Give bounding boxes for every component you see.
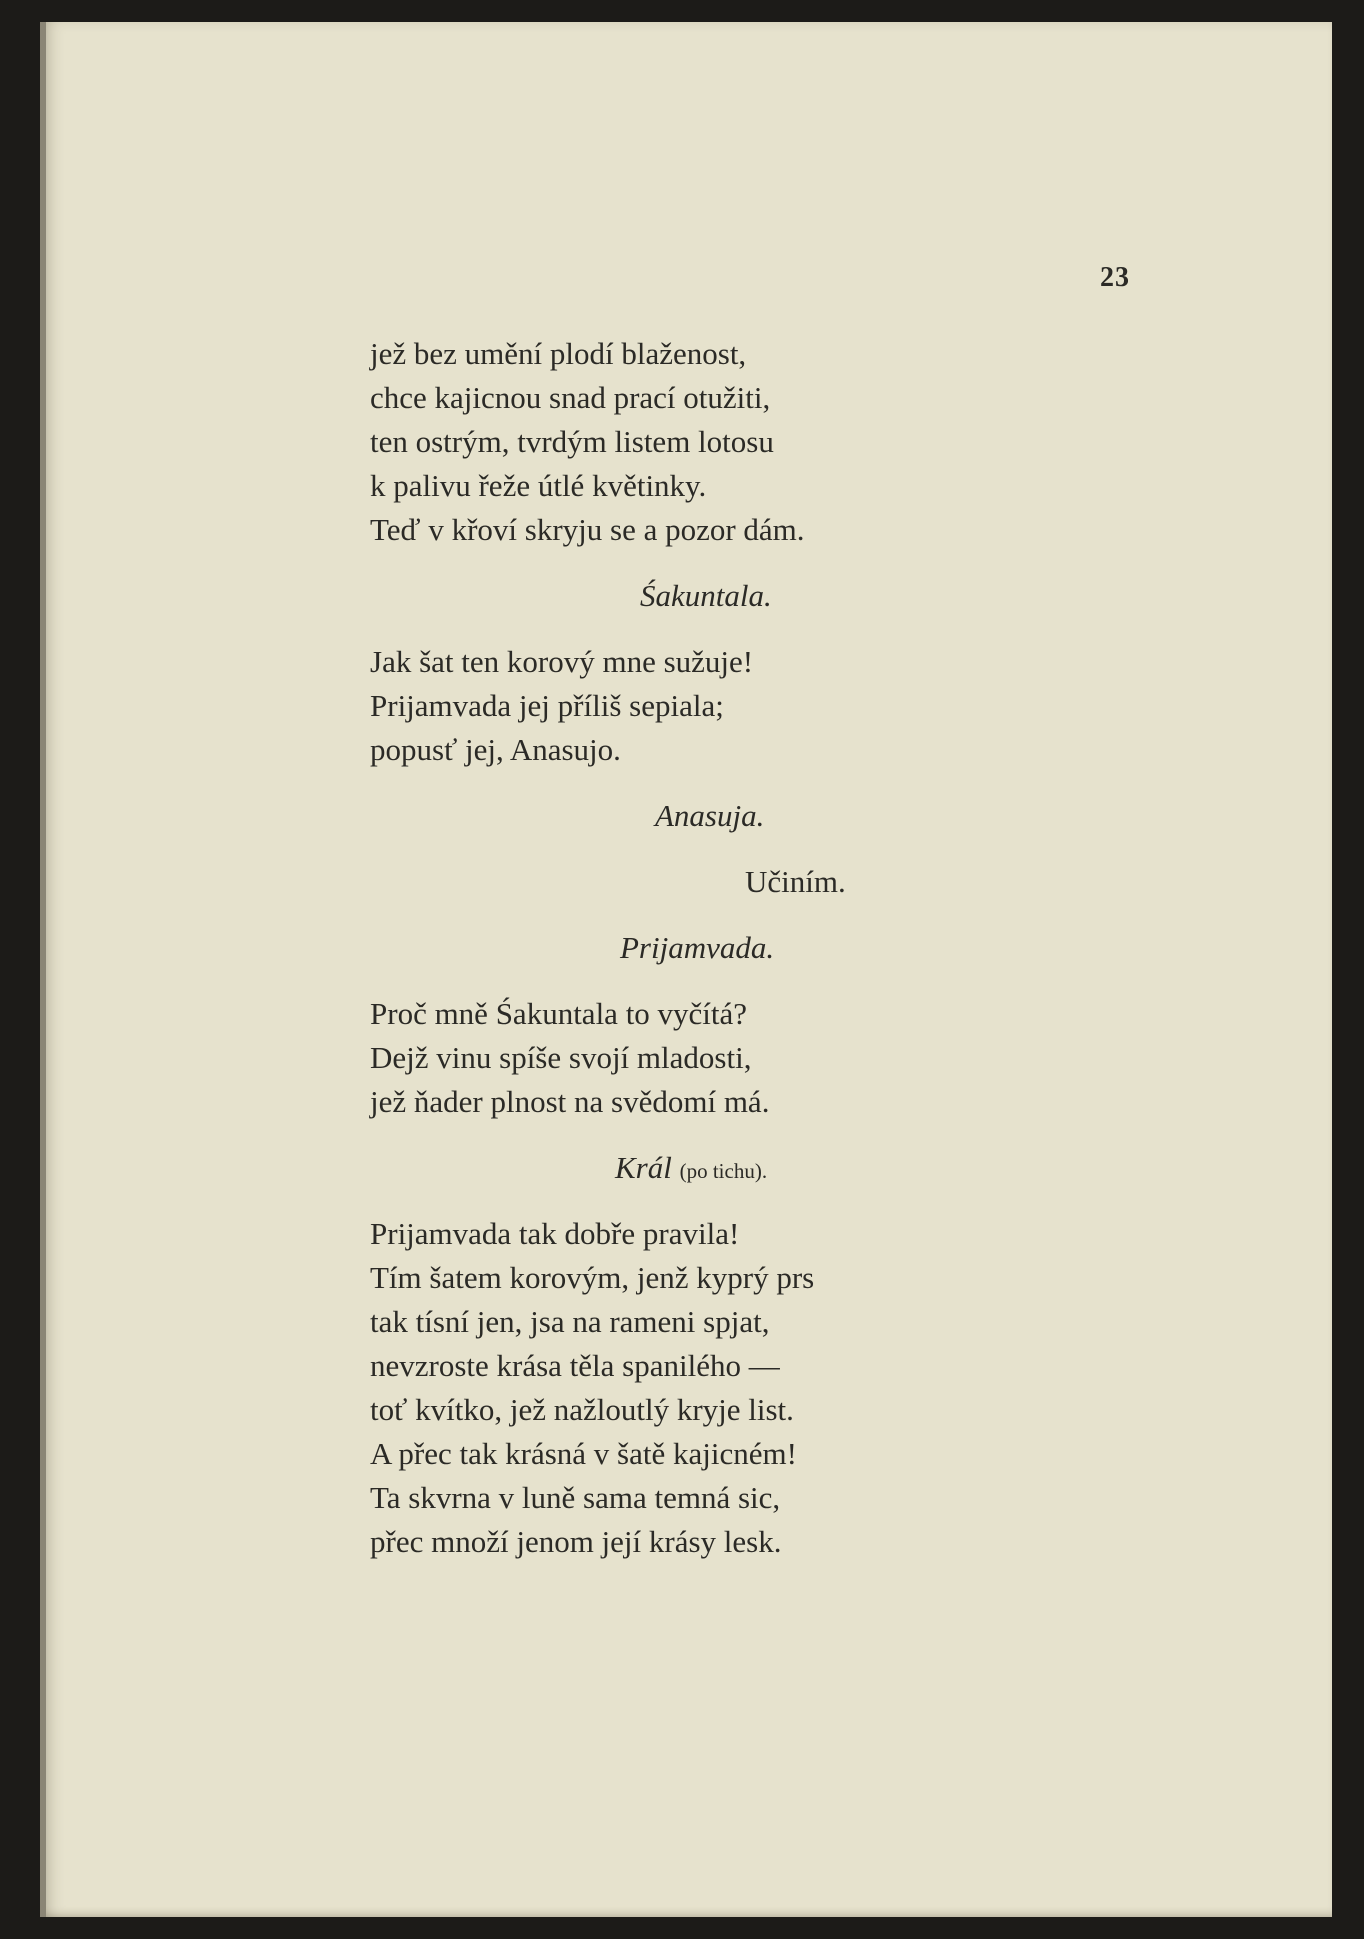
verse-line: toť kvítko, jež nažloutlý kryje list. [370, 1392, 794, 1427]
verse-line: chce kajicnou snad prací otužiti, [370, 380, 771, 415]
speaker-name: Śakuntala. [640, 578, 772, 613]
page-number: 23 [1100, 262, 1130, 293]
page-gutter [40, 22, 46, 1917]
verse-line: Ta skvrna v luně sama temná sic, [370, 1480, 781, 1515]
verse-line: Jak šat ten korový mne sužuje! [370, 644, 754, 679]
verse-line: jež bez umění plodí blaženost, [370, 336, 747, 371]
verse-line: A přec tak krásná v šatě kajicném! [370, 1436, 797, 1471]
verse-line: Prijamvada jej příliš sepiala; [370, 688, 724, 723]
stage-direction: (po tichu). [679, 1159, 768, 1183]
verse-line: jež ňader plnost na svědomí má. [370, 1084, 770, 1119]
verse-line: tak tísní jen, jsa na rameni spjat, [370, 1304, 770, 1339]
verse-line: Tím šatem korovým, jenž kyprý prs [370, 1260, 815, 1295]
verse-line: Teď v křoví skryju se a pozor dám. [370, 512, 805, 547]
speaker-heading [615, 1146, 1130, 1190]
verse-text [370, 332, 1130, 1564]
verse-line: popusť jej, Anasujo. [370, 732, 621, 767]
verse-line: k palivu řeže útlé květinky. [370, 468, 707, 503]
verse-line: Prijamvada tak dobře pravila! [370, 1216, 740, 1251]
speaker-name: Anasuja. [655, 798, 765, 833]
verse-block [370, 332, 1130, 552]
verse-block [370, 926, 1130, 1124]
speaker-name: Prijamvada. [620, 930, 775, 965]
verse-line: nevzroste krása těla spanilého — [370, 1348, 780, 1383]
speaker-name: Král [615, 1150, 672, 1185]
verse-block [370, 574, 1130, 772]
verse-block [370, 1146, 1130, 1564]
verse-line: přec množí jenom její krásy lesk. [370, 1524, 782, 1559]
verse-block [370, 794, 1130, 904]
verse-line: Dejž vinu spíše svojí mladosti, [370, 1040, 752, 1075]
verse-line: ten ostrým, tvrdým listem lotosu [370, 424, 774, 459]
verse-line: Učiním. [745, 864, 846, 899]
verse-line: Proč mně Śakuntala to vyčítá? [370, 996, 748, 1031]
book-page [40, 22, 1332, 1917]
